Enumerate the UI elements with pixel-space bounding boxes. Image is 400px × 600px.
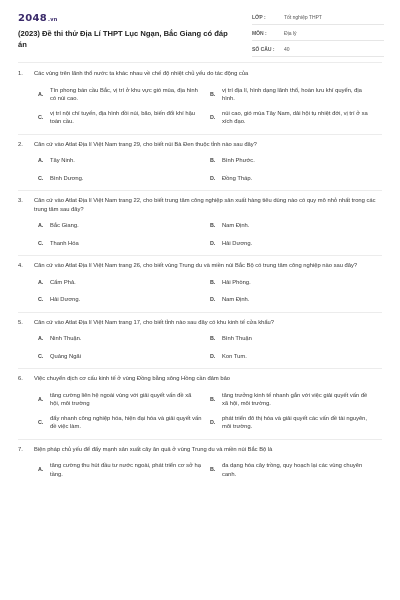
option-label: D. <box>210 353 216 360</box>
question-number: 4. <box>18 263 23 269</box>
option-text: Ninh Thuận. <box>50 336 82 342</box>
option-text: tăng cường thu hút đầu tư nước ngoài, phát triển cơ sở hạ tầng. <box>50 463 201 478</box>
option-grid <box>38 157 380 183</box>
option-label: B. <box>210 91 216 98</box>
option-label: D. <box>210 175 216 182</box>
option-text: tăng trưởng kinh tế nhanh gắn với việc giải quyết vấn đề xã hội, môi trường. <box>222 392 368 407</box>
option-label: D. <box>210 419 216 426</box>
meta-label: MÔN : <box>252 30 267 37</box>
option-a[interactable] <box>38 279 210 288</box>
option-label: A. <box>38 279 44 286</box>
option-label: B. <box>210 467 216 474</box>
option-label: A. <box>38 396 44 403</box>
option-label: B. <box>210 279 216 286</box>
question-number: 3. <box>18 198 23 204</box>
exam-title: (2023) Đề thi thử Địa Lí THPT Lục Ngạn, Bắc Giang có đáp án <box>18 29 228 49</box>
option-label: C. <box>38 240 44 247</box>
option-b[interactable] <box>210 279 382 288</box>
question-divider <box>18 134 382 135</box>
option-b[interactable] <box>210 462 382 479</box>
option-text: Hải Dương. <box>50 297 81 303</box>
option-text: Bình Thuận <box>222 336 252 342</box>
option-label: D. <box>210 114 216 121</box>
question-divider <box>18 439 382 440</box>
option-label: D. <box>210 297 216 303</box>
question-6 <box>18 375 380 432</box>
option-label: B. <box>210 158 216 164</box>
option-text: vị trí nội chí tuyến, địa hình đồi núi, bão, biến đổi khí hậu toàn cầu. <box>50 110 196 125</box>
option-grid <box>38 222 380 248</box>
question-text: Căn cứ vào Atlat Địa lí Việt Nam trang 26, cho biết vùng Trung du và miền núi Bắc Bộ có trung tâm công nghiệp nào sau đây? <box>34 263 358 269</box>
option-a[interactable] <box>38 392 210 409</box>
option-text: Nam Định. <box>222 297 250 303</box>
option-c[interactable] <box>38 353 210 362</box>
option-text: Thanh Hóa <box>50 240 79 247</box>
question-number: 6. <box>18 376 23 382</box>
question-1 <box>18 70 380 127</box>
meta-label: SỐ CÂU : <box>252 46 275 53</box>
meta-value: Địa lý <box>284 30 297 37</box>
option-text: Bình Dương. <box>50 175 84 182</box>
question-2 <box>18 141 380 184</box>
meta-value: Tốt nghiệp THPT <box>284 14 322 21</box>
option-d[interactable] <box>210 415 382 432</box>
question-5 <box>18 319 380 362</box>
question-number: 7. <box>18 446 23 453</box>
meta-label: LỚP : <box>252 14 266 21</box>
meta-row-subject <box>252 27 384 41</box>
question-text: Căn cứ vào Atlat Địa lí Việt Nam trang 29, cho biết núi Bà Đen thuộc tỉnh nào sau đây? <box>34 141 257 148</box>
meta-value: 40 <box>284 46 290 53</box>
option-label: A. <box>38 336 44 342</box>
meta-row-count <box>252 43 384 57</box>
option-grid <box>38 392 380 432</box>
option-grid <box>38 87 380 127</box>
question-divider <box>18 255 382 256</box>
question-divider <box>18 312 382 313</box>
question-text: Biện pháp chủ yếu để đẩy mạnh sản xuất cây ăn quả ở vùng Trung du và miền núi Bắc Bộ là <box>34 446 273 453</box>
option-label: A. <box>38 467 44 474</box>
option-text: Hải Dương. <box>222 240 253 247</box>
option-grid <box>38 462 380 479</box>
option-c[interactable] <box>38 110 210 127</box>
option-grid <box>38 335 380 361</box>
question-divider <box>18 368 382 369</box>
option-a[interactable] <box>38 222 210 231</box>
question-3 <box>18 197 380 248</box>
question-number: 5. <box>18 319 23 326</box>
option-text: vị trí địa lí, hình dạng lãnh thổ, hoàn lưu khí quyển, địa hình. <box>222 87 362 102</box>
option-label: A. <box>38 158 44 164</box>
option-text: phát triển đô thị hóa và giải quyết các vấn đề tài nguyên, môi trường. <box>222 415 368 430</box>
option-label: C. <box>38 114 44 121</box>
meta-row-class <box>252 11 384 25</box>
option-label: C. <box>38 419 44 426</box>
option-c[interactable] <box>38 175 210 184</box>
option-c[interactable] <box>38 296 210 305</box>
option-d[interactable] <box>210 240 382 249</box>
option-label: D. <box>210 240 216 247</box>
option-a[interactable] <box>38 335 210 344</box>
site-logo[interactable] <box>18 13 58 24</box>
option-text: Kon Tum. <box>222 353 247 360</box>
option-text: Bắc Giang. <box>50 223 79 229</box>
option-b[interactable] <box>210 335 382 344</box>
question-text: Việc chuyển dịch cơ cấu kinh tế ở vùng Đồng bằng sông Hồng cần đảm bảo <box>34 376 231 382</box>
option-label: C. <box>38 353 44 360</box>
option-text: Hải Phòng. <box>222 279 251 286</box>
question-text: Các vùng trên lãnh thổ nước ta khác nhau về chế độ nhiệt chủ yếu do tác động của <box>34 71 249 77</box>
option-text: núi cao, gió mùa Tây Nam, dải hội tụ nhiệt đới, vị trí ở xa xích đạo. <box>222 110 368 125</box>
question-text: Căn cứ vào Atlat Địa lí Việt Nam trang 17, cho biết tỉnh nào sau đây có khu kinh tế cửa khẩu? <box>34 319 274 326</box>
option-b[interactable] <box>210 157 382 166</box>
option-text: Bình Phước. <box>222 158 255 164</box>
option-a[interactable] <box>38 87 210 104</box>
option-b[interactable] <box>210 87 382 104</box>
option-text: đa dạng hóa cây trồng, quy hoạch lại các vùng chuyên canh. <box>222 463 363 478</box>
option-text: Đồng Tháp. <box>222 175 253 182</box>
option-b[interactable] <box>210 392 382 409</box>
option-text: Cẩm Phả. <box>50 279 76 286</box>
question-divider <box>18 190 382 191</box>
question-text: Căn cứ vào Atlat Địa lí Việt Nam trang 22, cho biết trung tâm công nghiệp sản xuất hàng tiêu dùng nào có quy mô nhỏ nhất trong các trung tâm sau đây? <box>34 198 376 213</box>
document-header <box>0 0 400 62</box>
option-c[interactable] <box>38 415 210 432</box>
option-label: B. <box>210 396 216 403</box>
question-list <box>0 70 400 479</box>
option-label: C. <box>38 175 44 182</box>
option-text: Quảng Ngãi <box>50 353 81 360</box>
option-label: A. <box>38 91 44 98</box>
option-d[interactable] <box>210 353 382 362</box>
option-d[interactable] <box>210 175 382 184</box>
logo-suffix: .vn <box>48 17 58 23</box>
option-label: B. <box>210 223 216 229</box>
option-text: Tín phong bán cầu Bắc, vị trí ở khu vực gió mùa, địa hình có núi cao. <box>50 87 198 102</box>
option-text: Nam Định. <box>222 223 250 229</box>
option-d[interactable] <box>210 296 382 305</box>
logo-main: 2048 <box>18 13 48 24</box>
option-label: C. <box>38 297 44 303</box>
header-divider <box>18 62 382 63</box>
option-d[interactable] <box>210 110 382 127</box>
exam-meta-table <box>252 11 384 59</box>
option-b[interactable] <box>210 222 382 231</box>
option-label: B. <box>210 336 216 342</box>
option-text: Tây Ninh. <box>50 158 75 164</box>
option-label: A. <box>38 223 44 229</box>
option-text: đẩy nhanh công nghiệp hóa, hiện đại hóa và giải quyết vấn đề việc làm. <box>50 415 202 430</box>
option-a[interactable] <box>38 157 210 166</box>
option-text: tăng cường liên hệ ngoài vùng với giải quyết vấn đề xã hội, môi trường <box>50 392 192 407</box>
question-number: 2. <box>18 141 23 148</box>
option-a[interactable] <box>38 462 210 479</box>
question-7 <box>18 446 380 480</box>
question-4 <box>18 262 380 305</box>
option-grid <box>38 279 380 305</box>
option-c[interactable] <box>38 240 210 249</box>
question-number: 1. <box>18 71 23 77</box>
